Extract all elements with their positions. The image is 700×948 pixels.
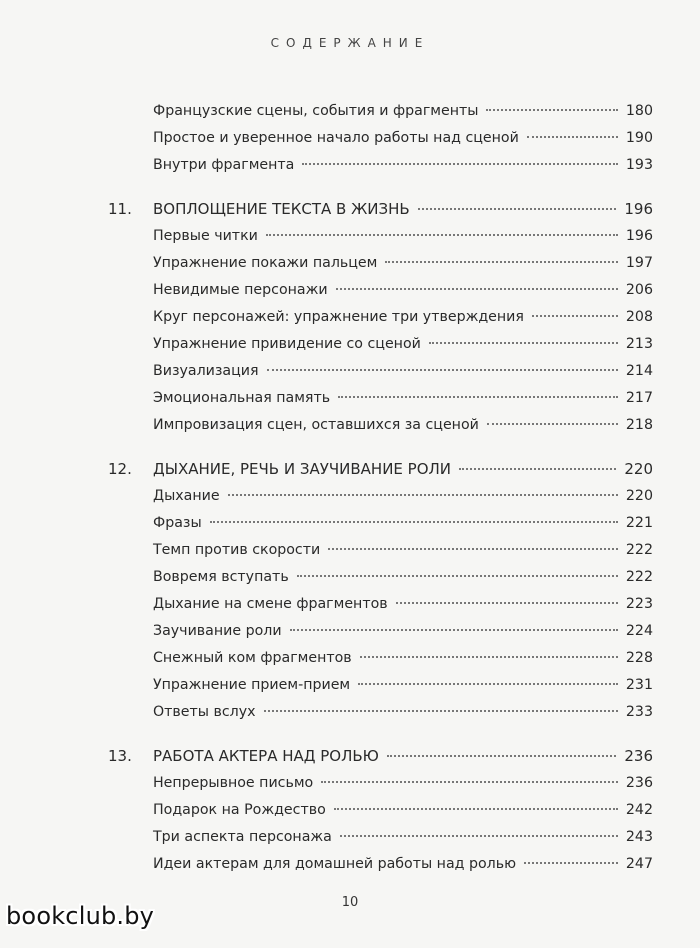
toc-entry: [108, 672, 653, 699]
entry-page-number: 214: [625, 363, 653, 379]
toc-entry: [108, 152, 653, 179]
entry-page-number: 222: [625, 569, 653, 585]
page-number: 10: [341, 895, 359, 910]
entry-page-number: 236: [624, 747, 653, 765]
entry-title: Дыхание на смене фрагментов: [153, 596, 388, 612]
running-head: СОДЕРЖАНИЕ: [270, 36, 430, 50]
entry-title: Невидимые персонажи: [153, 282, 328, 298]
chapter-number: 13.: [108, 747, 132, 765]
dot-leader: [302, 163, 618, 165]
entry-title: Дыхание: [153, 488, 220, 504]
toc-entry: [108, 645, 653, 672]
toc-entry: [108, 277, 653, 304]
entry-title: Три аспекта персонажа: [153, 829, 332, 845]
toc-entry: [108, 483, 653, 510]
dot-leader: [336, 288, 618, 290]
entry-title: Круг персонажей: упражнение три утверждения: [153, 309, 524, 325]
watermark-logo: bookclub.by: [6, 902, 155, 930]
dot-leader: [418, 208, 617, 210]
dot-leader: [264, 710, 618, 712]
toc-entry: [108, 824, 653, 851]
dot-leader: [328, 548, 618, 550]
entry-title: Простое и уверенное начало работы над сценой: [153, 130, 519, 146]
entry-page-number: 208: [625, 309, 653, 325]
dot-leader: [340, 835, 618, 837]
entry-page-number: 217: [625, 390, 653, 406]
entry-title: Идеи актерам для домашней работы над ролью: [153, 856, 517, 872]
dot-leader: [532, 315, 618, 317]
entry-page-number: 193: [625, 157, 653, 173]
toc-chapter: [108, 456, 653, 483]
table-of-contents: [108, 98, 653, 878]
entry-title: Вовремя вступать: [153, 569, 289, 585]
entry-title: Фразы: [153, 515, 202, 531]
dot-leader: [527, 136, 618, 138]
toc-entry: [108, 851, 653, 878]
entry-page-number: 213: [625, 336, 653, 352]
entry-title: Визуализация: [153, 363, 259, 379]
dot-leader: [297, 575, 618, 577]
section-gap: [108, 179, 653, 196]
entry-page-number: 180: [625, 103, 653, 119]
toc-entry: [108, 358, 653, 385]
toc-chapter: [108, 196, 653, 223]
dot-leader: [338, 396, 618, 398]
dot-leader: [210, 521, 618, 523]
toc-entry: [108, 797, 653, 824]
toc-entry: [108, 304, 653, 331]
toc-entry: [108, 591, 653, 618]
chapter-number: 11.: [108, 200, 132, 218]
dot-leader: [396, 602, 618, 604]
entry-title: Ответы вслух: [153, 704, 256, 720]
dot-leader: [267, 369, 618, 371]
entry-page-number: 222: [625, 542, 653, 558]
dot-leader: [387, 755, 616, 757]
dot-leader: [358, 683, 618, 685]
toc-entry: [108, 125, 653, 152]
entry-title: Французские сцены, события и фрагменты: [153, 103, 479, 119]
entry-page-number: 224: [625, 623, 653, 639]
dot-leader: [486, 109, 617, 111]
dot-leader: [429, 342, 618, 344]
dot-leader: [524, 862, 618, 864]
entry-page-number: 220: [624, 460, 653, 478]
toc-entry: [108, 412, 653, 439]
toc-entry: [108, 385, 653, 412]
entry-title: Темп против скорости: [153, 542, 321, 558]
entry-title: Упражнение покажи пальцем: [153, 255, 378, 271]
toc-entry: [108, 250, 653, 277]
toc-entry: [108, 564, 653, 591]
toc-entry: [108, 223, 653, 250]
entry-page-number: 242: [625, 802, 653, 818]
entry-page-number: 190: [625, 130, 653, 146]
entry-page-number: 196: [624, 200, 653, 218]
entry-page-number: 233: [625, 704, 653, 720]
entry-page-number: 220: [625, 488, 653, 504]
entry-title: Эмоциональная память: [153, 390, 331, 406]
chapter-number: 12.: [108, 460, 132, 478]
dot-leader: [228, 494, 618, 496]
entry-title: ДЫХАНИЕ, РЕЧЬ И ЗАУЧИВАНИЕ РОЛИ: [153, 460, 452, 478]
entry-page-number: 236: [625, 775, 653, 791]
toc-entry: [108, 618, 653, 645]
entry-title: Первые читки: [153, 228, 258, 244]
toc-entry: [108, 699, 653, 726]
entry-title: Внутри фрагмента: [153, 157, 295, 173]
entry-title: Упражнение привидение со сценой: [153, 336, 421, 352]
entry-page-number: 197: [625, 255, 653, 271]
dot-leader: [360, 656, 618, 658]
dot-leader: [487, 423, 618, 425]
entry-title: Снежный ком фрагментов: [153, 650, 352, 666]
entry-page-number: 247: [625, 856, 653, 872]
entry-page-number: 228: [625, 650, 653, 666]
entry-title: Подарок на Рождество: [153, 802, 326, 818]
entry-title: Заучивание роли: [153, 623, 282, 639]
entry-page-number: 218: [625, 417, 653, 433]
entry-page-number: 231: [625, 677, 653, 693]
entry-page-number: 243: [625, 829, 653, 845]
entry-title: Импровизация сцен, оставшихся за сценой: [153, 417, 479, 433]
toc-entry: [108, 331, 653, 358]
entry-title: ВОПЛОЩЕНИЕ ТЕКСТА В ЖИЗНЬ: [153, 200, 410, 218]
entry-page-number: 206: [625, 282, 653, 298]
entry-page-number: 221: [625, 515, 653, 531]
entry-title: Непрерывное письмо: [153, 775, 314, 791]
entry-title: Упражнение прием-прием: [153, 677, 351, 693]
dot-leader: [459, 468, 616, 470]
toc-entry: [108, 510, 653, 537]
entry-title: РАБОТА АКТЕРА НАД РОЛЬЮ: [153, 747, 379, 765]
dot-leader: [266, 234, 618, 236]
section-gap: [108, 439, 653, 456]
entry-page-number: 196: [625, 228, 653, 244]
entry-page-number: 223: [625, 596, 653, 612]
dot-leader: [290, 629, 618, 631]
dot-leader: [321, 781, 618, 783]
section-gap: [108, 726, 653, 743]
toc-entry: [108, 537, 653, 564]
toc-entry: [108, 770, 653, 797]
dot-leader: [385, 261, 618, 263]
toc-chapter: [108, 743, 653, 770]
dot-leader: [334, 808, 618, 810]
toc-entry: [108, 98, 653, 125]
